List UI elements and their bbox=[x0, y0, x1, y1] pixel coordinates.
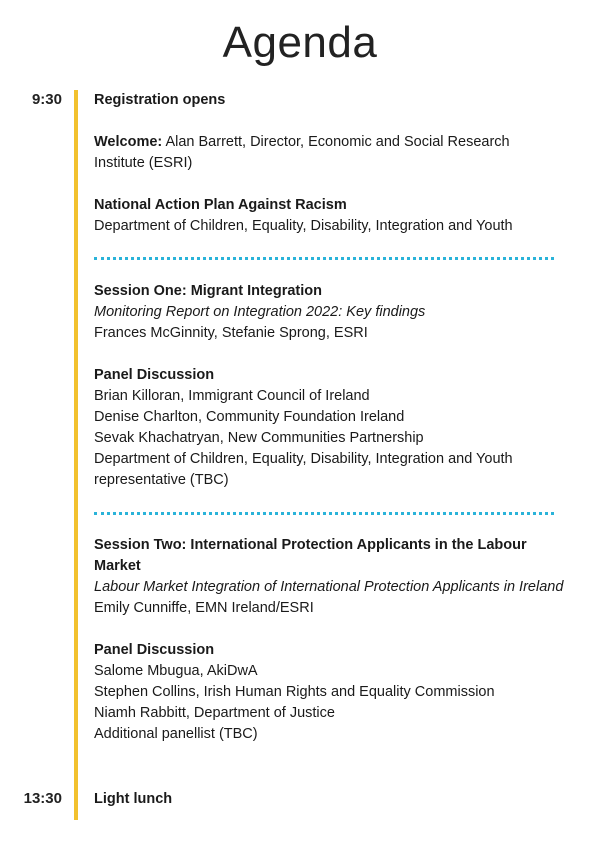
napar-title: National Action Plan Against Racism bbox=[94, 197, 347, 213]
panel-two bbox=[94, 640, 564, 745]
session-two-subtitle: Labour Market Integration of International Protection Applicants in Ireland bbox=[94, 579, 564, 595]
agenda-block-session-one bbox=[94, 281, 564, 491]
session-two bbox=[94, 535, 564, 619]
timeline-bar bbox=[74, 90, 78, 820]
session-one-speakers: Frances McGinnity, Stefanie Sprong, ESRI bbox=[94, 325, 368, 341]
panel-one-title: Panel Discussion bbox=[94, 367, 215, 383]
session-one-subtitle: Monitoring Report on Integration 2022: Key findings bbox=[94, 304, 426, 320]
registration-text: Registration opens bbox=[94, 92, 226, 108]
time-start: 9:30 bbox=[31, 91, 62, 108]
time-end: 13:30 bbox=[23, 790, 62, 807]
panel-one-member: Brian Killoran, Immigrant Council of Ireland bbox=[94, 388, 370, 404]
welcome-label: Welcome: bbox=[94, 134, 163, 150]
panel-two-title: Panel Discussion bbox=[94, 642, 215, 658]
session-one bbox=[94, 281, 564, 344]
welcome-text: Alan Barrett, Director, Economic and Social Research Institute (ESRI) bbox=[94, 134, 510, 171]
panel-one-member: Department of Children, Equality, Disability, Integration and Youth representative (TBC) bbox=[94, 451, 513, 488]
napar-item bbox=[94, 195, 564, 237]
panel-two-member: Additional panellist (TBC) bbox=[94, 726, 258, 742]
panel-one-member: Denise Charlton, Community Foundation Ireland bbox=[94, 409, 405, 425]
welcome-item bbox=[94, 132, 564, 174]
panel-one bbox=[94, 365, 564, 491]
agenda-block-lunch bbox=[94, 789, 564, 810]
agenda-block-opening bbox=[94, 90, 564, 237]
panel-one-member: Sevak Khachatryan, New Communities Partnership bbox=[94, 430, 424, 446]
lunch-text: Light lunch bbox=[94, 791, 173, 807]
session-two-title: Session Two: International Protection Applicants in the Labour Market bbox=[94, 537, 527, 574]
panel-two-member: Salome Mbugua, AkiDwA bbox=[94, 663, 258, 679]
napar-line: Department of Children, Equality, Disability, Integration and Youth bbox=[94, 218, 513, 234]
agenda-block-session-two bbox=[94, 535, 564, 745]
panel-two-member: Niamh Rabbitt, Department of Justice bbox=[94, 705, 335, 721]
page-title: Agenda bbox=[222, 18, 378, 67]
session-two-speakers: Emily Cunniffe, EMN Ireland/ESRI bbox=[94, 600, 314, 616]
panel-two-member: Stephen Collins, Irish Human Rights and Equality Commission bbox=[94, 684, 495, 700]
section-divider-1 bbox=[94, 257, 554, 260]
section-divider-2 bbox=[94, 512, 554, 515]
session-one-title: Session One: Migrant Integration bbox=[94, 283, 322, 299]
